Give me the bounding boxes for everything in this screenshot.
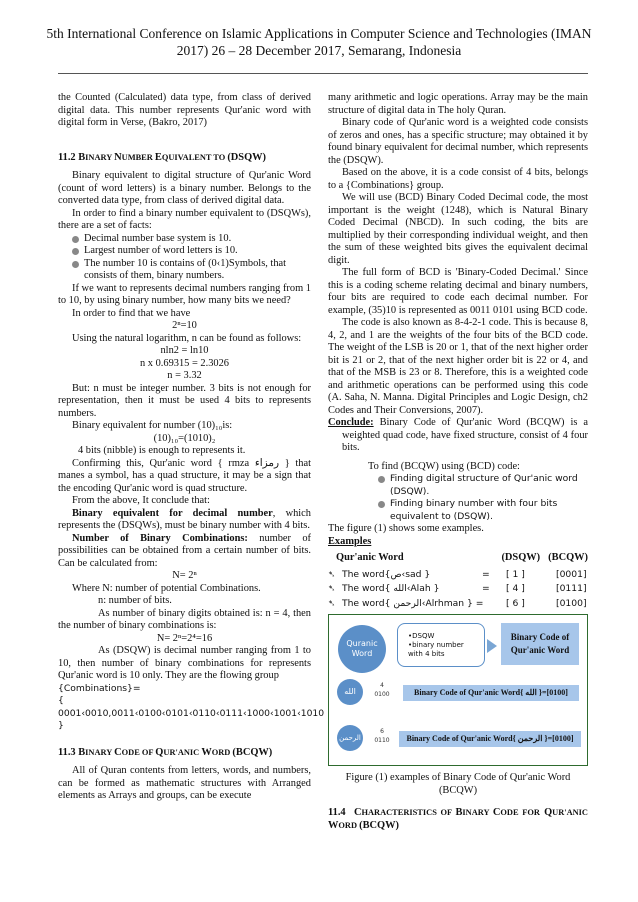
paragraph: many arithmetic and logic operations. Array may be the main structure of digital data in The holy Quran. <box>328 92 588 116</box>
paragraph: Number of Binary Combinations: number of possibilities can be obtained from a certain number of bits. Can be calculated from: <box>58 532 311 569</box>
paragraph: In order to find a binary number equivalent to (DSQWs), there are a set of facts: <box>58 207 311 231</box>
paragraph: the Counted (Calculated) data type, from class of derived digital data. This number represents Qur'anic word with digital form in Verse, (Bakro, 2017) <box>58 92 311 128</box>
allah-digits: 4 0100 <box>374 682 390 698</box>
paragraph: As (DSQW) is decimal number ranging from 1 to 10, then number of binary combinations for represents Qur'anic word is 10 only. They are the flowing group <box>58 645 311 681</box>
list-item: Decimal number base system is 10. <box>72 233 311 246</box>
example-row: ➷ The word{ص‹sad } = [ 1 ] [0001] <box>328 568 588 583</box>
paragraph: Based on the above, it is a code consist of 4 bits, belongs to a {Combinations} group. <box>328 167 588 191</box>
allah-circle: الله <box>337 679 363 705</box>
equation: n x 0.69315 = 2.3026 <box>140 357 229 369</box>
paragraph: But: n must be integer number. 3 bits is not enough for representation, then it must be used 4 bits to represents numbers. <box>58 382 311 419</box>
paragraph: Where N: number of potential Combinations. <box>72 582 261 594</box>
list-item: The number 10 is contains of (0‹1)Symbols, that consists of them, binary numbers. <box>72 258 311 283</box>
rahman-result-box: Binary Code of Qur'anic Word{ الرحمن }=[0100] <box>399 731 581 747</box>
paragraph: We will use (BCD) Binary Coded Decimal code, the most important is the weight (1248), which is Natural Binary Coded Decimal (NBCD). In such coding, the bits are multiplied by their corresponding individual weight, and then the sum of these weighted bits gives the equivalent decimal digit. <box>328 192 588 266</box>
arrow-icon: ➷ <box>328 584 336 594</box>
paragraph: From the above, It conclude that: <box>72 495 210 506</box>
facts-list <box>58 233 311 283</box>
paragraph: Binary equivalent for number (10)₁₀is: <box>72 420 233 431</box>
steps-list <box>328 473 588 523</box>
equation: n = 3.32 <box>167 370 202 381</box>
rahman-circle: الرحمن <box>337 725 363 751</box>
equation: N= 2ⁿ <box>172 570 197 581</box>
paragraph: 4 bits (nibble) is enough to represents it. <box>78 445 246 456</box>
paragraph: The full form of BCD is 'Binary-Coded Decimal.' Since this is a coding scheme relating decimal and binary numbers, four bits are required to code each decimal number. For example, (35)10 is represented as 0011 0101 using BCD code. <box>328 267 588 316</box>
info-box: •DSQW •binary number with 4 bits <box>397 623 485 667</box>
paragraph: Confirming this, Qur'anic word { rmza رمزاء } that manes a symbol, has a quad structure, it may be a sign that the encoding Qur'anic word is quad structure. <box>58 457 311 494</box>
header-line-1: 5th International Conference on Islamic Applications in Computer Science and Technologies (IMAN <box>46 26 592 41</box>
example-row: ➷ The word{ الرحمن‹Alrhman } = [ 6 ] [0100] <box>328 597 588 612</box>
paragraph: Using the natural logarithm, n can be found as follows: <box>72 332 302 344</box>
examples-header: Qur'anic Word (DSQW) (BCQW) <box>336 552 588 563</box>
list-item: Largest number of word letters is 10. <box>72 245 311 258</box>
left-column <box>58 92 325 803</box>
equation: nln2 = ln10 <box>160 345 209 356</box>
allah-result-box: Binary Code of Qur'anic Word{ الله }=[0100] <box>403 685 579 701</box>
figure-caption: Figure (1) examples of Binary Code of Qur'anic Word (BCQW) <box>345 772 571 796</box>
bcq-box: Binary Code of Qur'anic Word <box>501 623 579 665</box>
list-item: Finding digital structure of Qur'anic word (DSQW). <box>378 473 588 498</box>
section-heading-11-4: 11.4 CHARACTERISTICS OF BINARY CODE FOR QUR'ANIC WORD (BCQW) <box>328 807 588 831</box>
paragraph: Binary equivalent to digital structure of Qur'anic Word (count of word letters) is a binary number. Belongs to the converted data type, from class of derived digital data. <box>58 170 311 206</box>
section-heading-11-2: 11.2 BINARY NUMBER EQUIVALENT TO (DSQW) <box>58 151 267 163</box>
arrow-icon: ➷ <box>328 598 336 609</box>
example-row: ➷ The word{ الله‹Alah } = [ 4 ] [0111] <box>328 582 588 597</box>
equation: (10)₁₀=(1010)₂ <box>153 432 216 444</box>
paragraph: In order to find that we have <box>72 307 191 319</box>
examples-label: Examples <box>328 535 372 547</box>
right-column <box>328 92 588 832</box>
paragraph: n: number of bits. <box>98 595 172 606</box>
arrow-right-icon <box>487 639 497 653</box>
header-rule <box>58 73 588 74</box>
paragraph: All of Quran contents from letters, words, and numbers, can be formed as mathematic structures with Arranged elements as Arrays and groups, can be execute <box>58 765 311 801</box>
paragraph: If we want to represents decimal numbers ranging from 1 to 10, by using binary number, how many bits we need? <box>58 282 311 306</box>
paragraph: Binary code of Qur'anic word is a weighted code consists of zeros and ones, has a specific structure; may obtained it by found binary equivalent for decimal number, which represents the (DSQW). <box>328 117 588 166</box>
section-heading-11-3: 11.3 BINARY CODE OF QUR'ANIC WORD (BCQW) <box>58 746 273 758</box>
list-item: Finding binary number with four bits equivalent to (DSQW). <box>378 498 588 523</box>
header-line-2: 2017) 26 – 28 December 2017, Semarang, Indonesia <box>176 43 462 58</box>
running-header <box>0 25 638 59</box>
combinations-set: {Combinations}= { 0001‹0010,0011‹0100‹0101‹0110‹0111‹1000‹1001‹1010 } <box>58 682 325 731</box>
equation: N= 2ⁿ=2⁴=16 <box>156 632 213 644</box>
paragraph: The code is also known as 8-4-2-1 code. This is because 8, 4, 2, and 1 are the weights of the four bits of the BCD code. The weight of the LSB is 20 or 1, that of the next higher order bit is 21 or 2, that of the next higher order bit is 22 or 4, and that of the MSB is 23 or 8. Therefore, this is a weighted code and arithmetic operations can be performed using this code (A. Saha, N. Manna. Digital Principles and Logic Design, ch2 Codes and Their Conversions, 2007). <box>328 317 588 416</box>
quranic-word-circle: Quranic Word <box>338 625 386 673</box>
figure-1 <box>328 614 588 766</box>
conclusion: Conclude: Binary Code of Qur'anic Word (BCQW) is a weighted quad code, have fixed structure, consist of 4 four bits. <box>328 417 588 453</box>
paragraph: To find (BCQW) using (BCD) code: <box>368 460 520 472</box>
paragraph: As number of binary digits obtained is: n = 4, then the number of binary combinations is: <box>58 607 311 631</box>
paragraph: Binary equivalent for decimal number, which represents the (DSQWs), must be binary number with 4 bits. <box>58 507 311 531</box>
equation: 2ⁿ=10 <box>172 320 197 331</box>
arrow-icon: ➷ <box>328 569 336 580</box>
rahman-digits: 6 0110 <box>374 728 390 744</box>
paragraph: The figure (1) shows some examples. <box>328 523 484 534</box>
